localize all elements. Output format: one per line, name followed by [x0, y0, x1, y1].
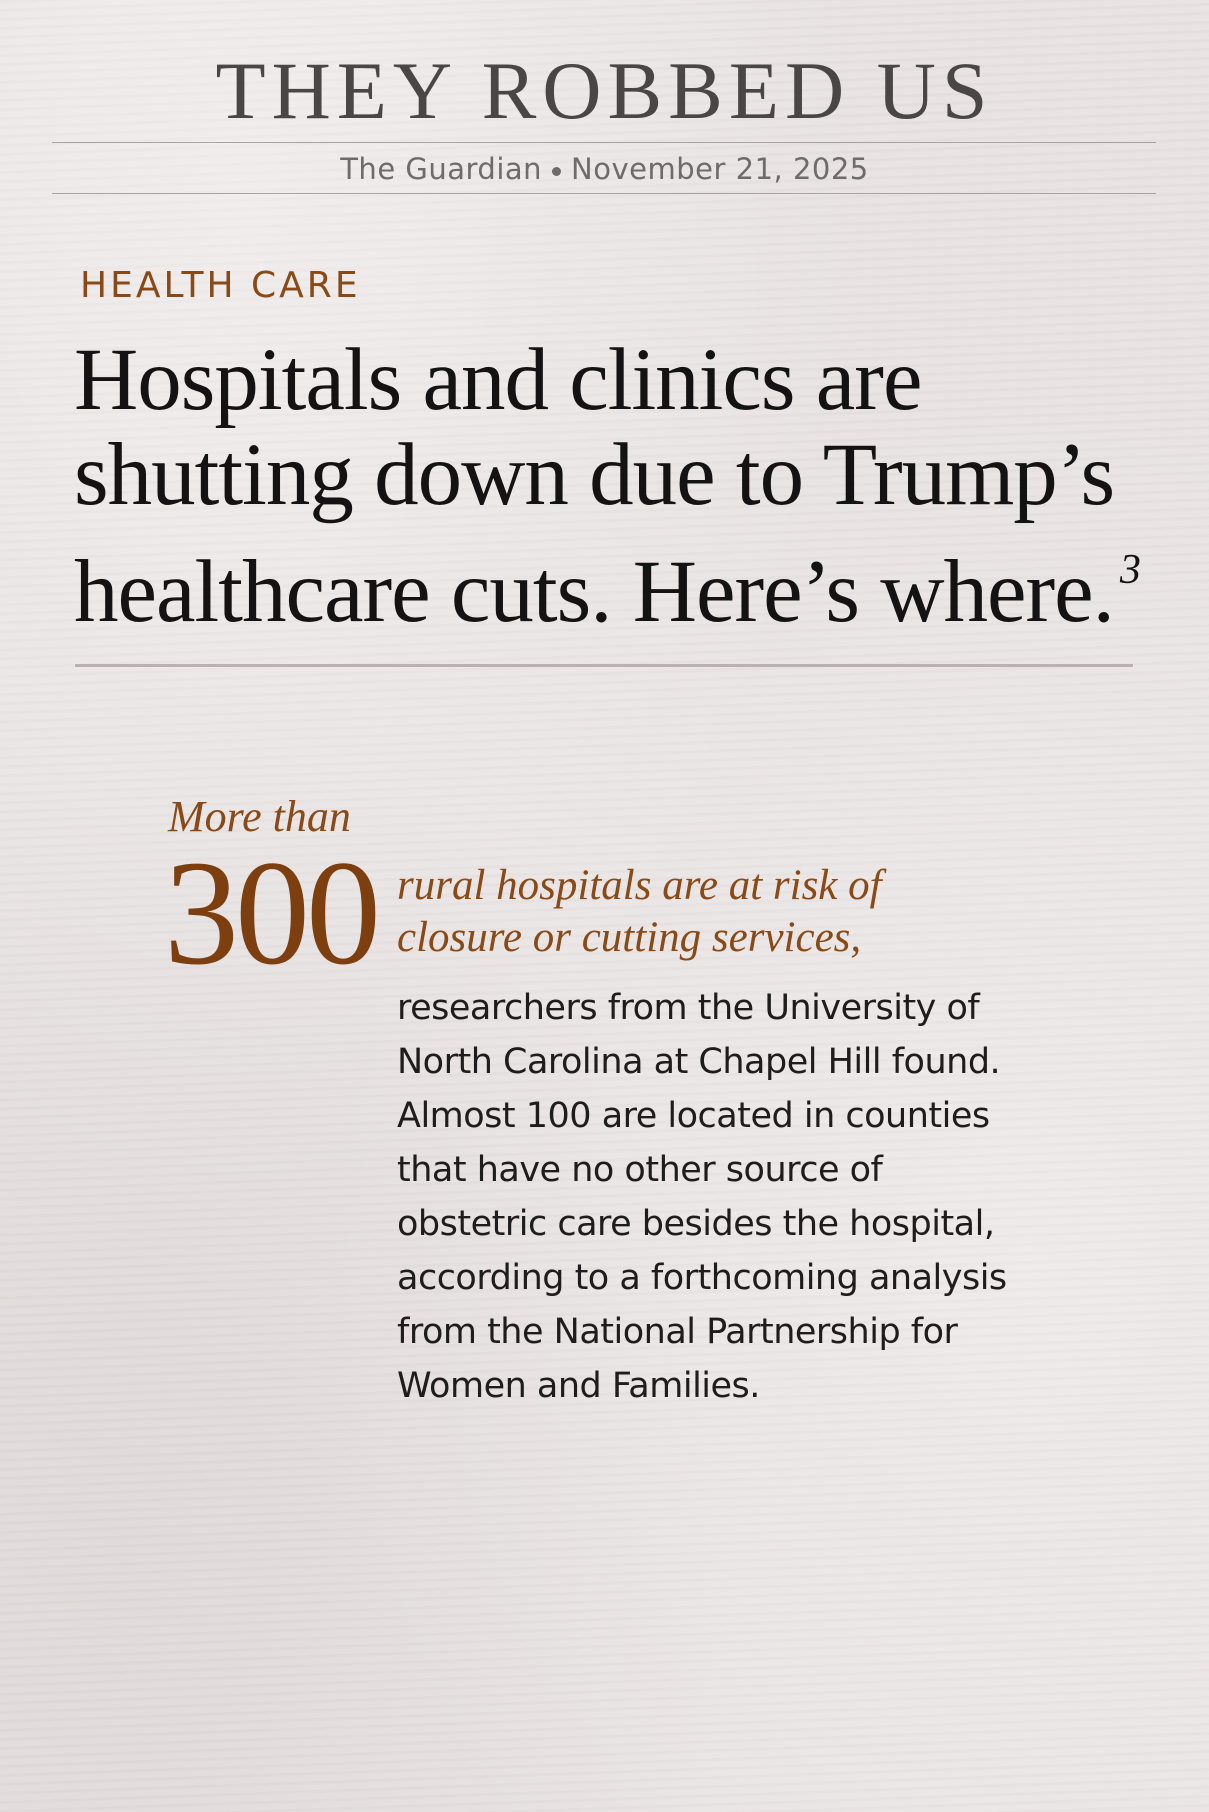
body-line: Women and Families.: [397, 1366, 760, 1406]
body-line: North Carolina at Chapel Hill found.: [397, 1042, 1001, 1082]
source-name: The Guardian: [340, 152, 543, 186]
publish-date: November 21, 2025: [571, 152, 869, 186]
body-line: from the National Partnership for: [397, 1312, 958, 1352]
stat-lead-line: rural hospitals are at risk of: [397, 862, 882, 909]
footnote-marker: 3: [1119, 547, 1140, 593]
stat-prefix: More than: [168, 792, 351, 841]
body-line: obstetric care besides the hospital,: [397, 1204, 995, 1244]
headline: [74, 333, 1154, 640]
bullet-separator-icon: [552, 167, 561, 176]
stat-lead: [397, 860, 917, 964]
body-line: according to a forthcoming analysis: [397, 1258, 1007, 1298]
byline: [0, 152, 1209, 186]
stat-body: [397, 981, 1117, 1413]
masthead-top-rule: [52, 142, 1156, 143]
headline-line: Hospitals and clinics are: [74, 331, 922, 429]
headline-divider: [75, 664, 1133, 667]
body-line: Almost 100 are located in counties: [397, 1096, 990, 1136]
headline-line: healthcare cuts. Here’s where. $^3$: [74, 543, 1140, 641]
body-line: researchers from the University of: [397, 988, 980, 1028]
headline-line: shutting down due to Trump’s: [74, 426, 1115, 524]
stat-number: 300: [164, 830, 377, 996]
section-label: HEALTH CARE: [80, 265, 361, 306]
masthead-title: THEY ROBBED US: [215, 45, 994, 136]
body-line: that have no other source of: [397, 1150, 883, 1190]
stat-lead-line: closure or cutting services,: [397, 914, 862, 961]
masthead-bottom-rule: [52, 193, 1156, 194]
